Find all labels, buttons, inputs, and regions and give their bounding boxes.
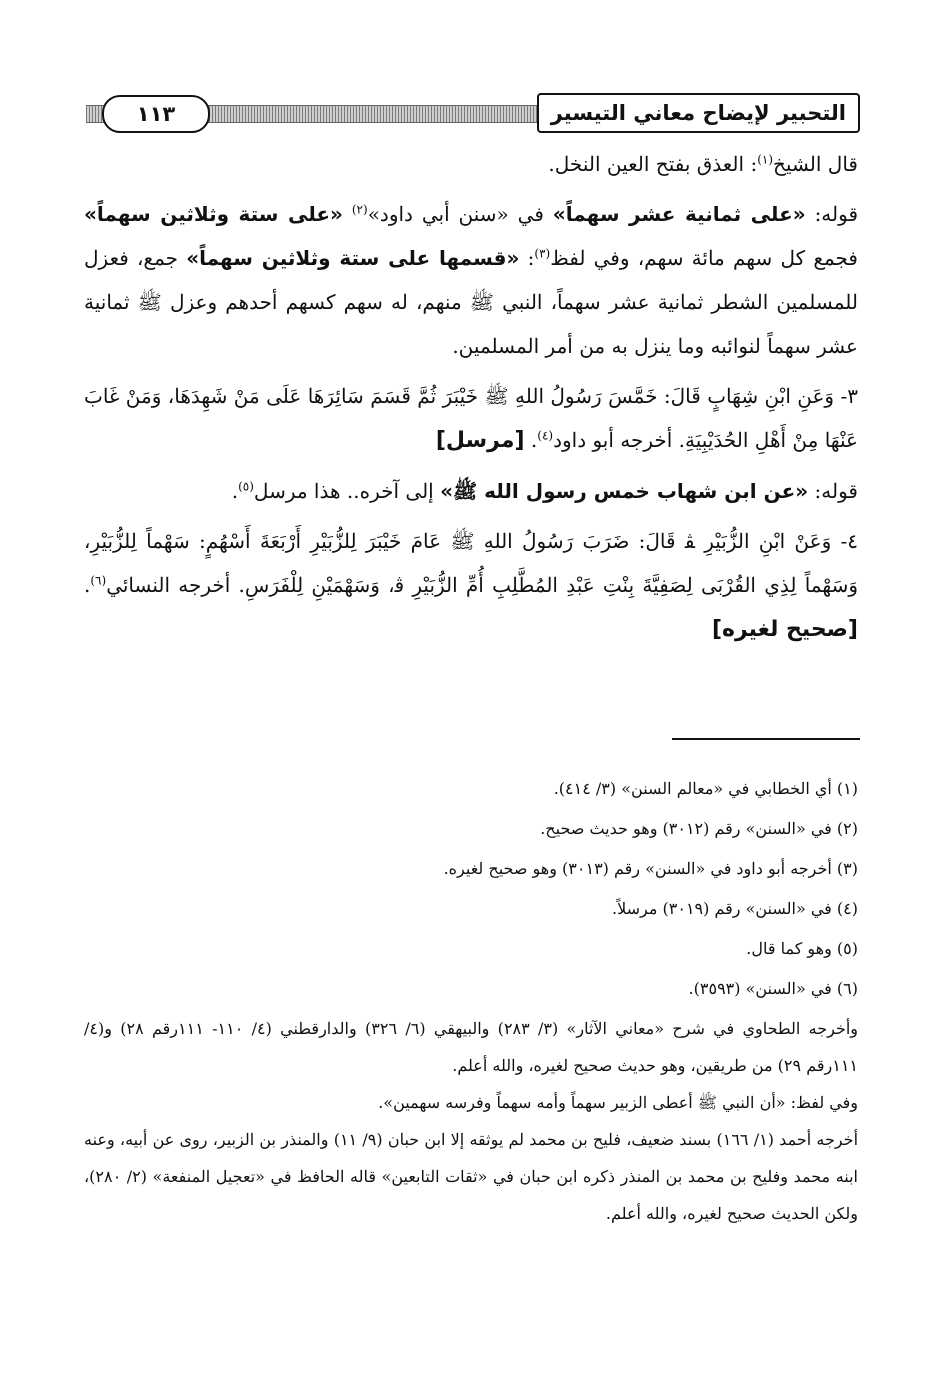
paragraph-sheikh-note	[84, 142, 858, 186]
page-number: ١١٣	[102, 95, 210, 133]
footnote-5: (٥) وهو كما قال.	[746, 939, 858, 958]
text-run: .	[524, 428, 538, 452]
text-run: :	[519, 246, 535, 270]
paragraph-commentary-2	[84, 469, 858, 513]
text-run: إلى آخره.. هذا مرسل	[253, 479, 441, 503]
text-run: قوله:	[805, 202, 859, 226]
footnote-4: (٤) في «السنن» رقم (٣٠١٩) مرسلاً.	[612, 899, 858, 918]
footnote-ref-1: (١)	[757, 152, 774, 167]
footnote-3: (٣) أخرجه أبو داود في «السنن» رقم (٣٠١٣) وهو صحيح لغيره.	[443, 859, 858, 878]
footnote-1: (١) أي الخطابي في «معالم السنن» (٣/ ٤١٤).	[553, 779, 858, 798]
footnote-ref-4: (٤)	[537, 428, 554, 443]
hadith-3	[84, 374, 858, 463]
hadith-text: ٣- وَعَنِ ابْنِ شِهَابٍ قَالَ: خَمَّسَ رَسُولُ اللهِ ﷺ خَيْبَرَ ثُمَّ قَسَمَ سَائِرَهَا عَلَى مَنْ شَهِدَهَا، وَمَنْ غَابَ عَنْهَا مِنْ أَهْلِ الحُدَيْبِيَةِ. أخرجه أبو داود	[84, 384, 858, 452]
footnote-separator	[672, 738, 860, 740]
paragraph-commentary-1	[84, 192, 858, 368]
text-run	[343, 202, 352, 226]
text-run: جمع، فعزل للمسلمين الشطر ثمانية عشر سهماً، النبي ﷺ منهم، له سهم كسهم أحدهم وعزل ﷺ ثمانية عشر سهماً لنوائبه وما ينزل به من أمر المسلمين.	[84, 246, 858, 358]
hadith-text: ٤- وَعَنْ ابْنِ الزُّبَيْرِ ﭭ قَالَ: ضَرَبَ رَسُولُ اللهِ ﷺ عَامَ خَيْبَرَ لِلزُّبَيْرِ أَرْبَعَةَ أَسْهُمٍ: سَهْماً لِلزُّبَيْرِ، وَسَهْماً لِذِي القُرْبَى لِصَفِيَّةَ بِنْتِ عَبْدِ المُطَّلِبِ أُمِّ الزُّبَيْرِ ﭬ، وَسَهْمَيْنِ لِلْفَرَسِ. أخرجه النسائي	[84, 529, 858, 597]
text-run: في «سنن أبي داود»	[367, 202, 553, 226]
footnotes	[84, 770, 858, 1232]
footnote-ref-5: (٥)	[238, 479, 254, 494]
running-header	[86, 93, 860, 137]
quote-bold: «على ستة وثلاثين سهماً»	[84, 202, 343, 226]
footnote-continuation-3: أخرجه أحمد (١/ ١٦٦) بسند ضعيف، فليح بن محمد لم يوثقه إلا ابن حبان (٩/ ١١) والمنذر بن الزبير، روى عن أبيه، وعنه ابنه محمد وفليح بن محمد بن المنذر ذكره ابن حبان في «ثقات التابعين» قاله الحافظ في «تعجيل المنفعة» (٢/ ٢٨٠)، ولكن الحديث صحيح لغيره، والله أعلم.	[84, 1130, 859, 1223]
text-run: قوله:	[808, 479, 858, 503]
footnote-ref-6: (٦)	[90, 573, 107, 588]
text-run: .	[84, 573, 91, 597]
hadith-4	[84, 519, 858, 652]
text-run: فجمع كل سهم مائة سهم، وفي لفظ	[550, 246, 858, 270]
footnote-2: (٢) في «السنن» رقم (٣٠١٢) وهو حديث صحيح.	[540, 819, 858, 838]
quote-bold: «على ثمانية عشر سهماً»	[552, 202, 806, 226]
book-title: التحبير لإيضاح معاني التيسير	[537, 93, 860, 133]
grading-verdict: [صحيح لغيره]	[711, 617, 858, 642]
footnote-6: (٦) في «السنن» (٣٥٩٣).	[688, 979, 858, 998]
main-text	[84, 142, 858, 652]
grading-verdict: [مرسل]	[435, 428, 525, 453]
text-run: .	[231, 479, 239, 503]
footnote-ref-3: (٣)	[534, 246, 551, 261]
quote-bold: «عن ابن شهاب خمس رسول الله ﷺ»	[440, 479, 809, 503]
footnote-ref-2: (٢)	[351, 202, 368, 217]
text-run: : العذق بفتح العين النخل.	[548, 152, 758, 176]
footnote-continuation-2: وفي لفظ: «أن النبي ﷺ أعطى الزبير سهماً وأمه سهماً وفرسه سهمين».	[378, 1093, 858, 1112]
quote-bold: «قسمها على ستة وثلاثين سهماً»	[186, 246, 520, 270]
text-run: قال الشيخ	[773, 152, 858, 176]
footnote-continuation-1: وأخرجه الطحاوي في شرح «معاني الآثار» (٣/ ٢٨٣) والبيهقي (٦/ ٣٢٦) والدارقطني (٤/ ١١٠- ١١١رقم ٢٨) و(٤/ ١١١رقم ٢٩) من طريقين، وهو حديث صحيح لغيره، والله أعلم.	[84, 1019, 859, 1075]
